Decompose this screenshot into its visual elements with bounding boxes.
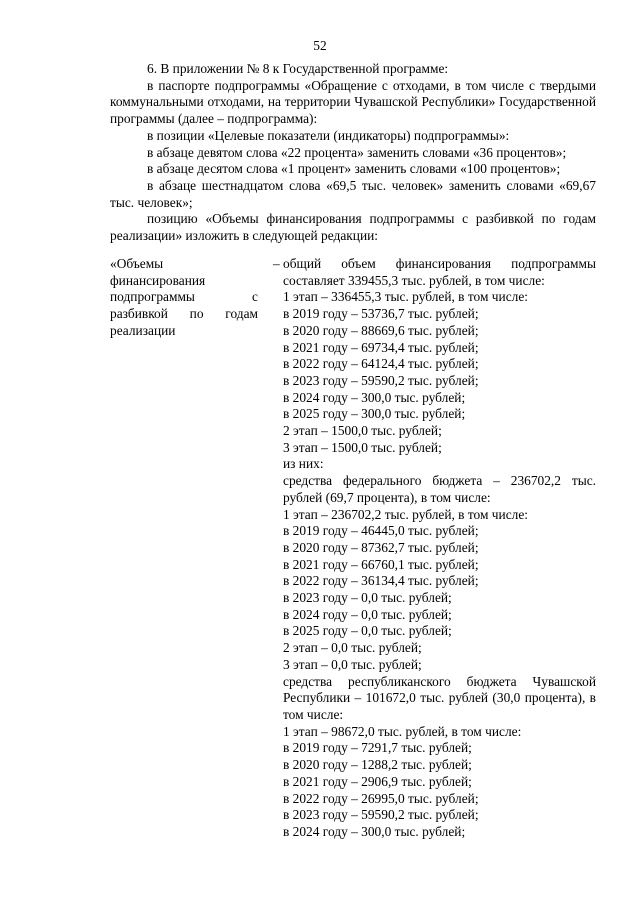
page-number: 52 [313,38,327,53]
document-body [110,61,596,245]
financing-line: в 2022 году – 26995,0 тыс. рублей; [283,790,479,806]
financing-label: «Объемы финансирования подпрограммы с разбивкой по годам реализации [110,256,258,338]
financing-line: в 2020 году – 87362,7 тыс. рублей; [283,539,479,555]
financing-values-cell [283,256,596,841]
paragraph-passport: в паспорте подпрограммы «Обращение с отходами, в том числе с твердыми коммунальными отходами, на территории Чувашской Республики» Государственной программы (далее – подпрограмма): [110,77,596,127]
financing-line: из них: [283,456,324,472]
financing-line: в 2019 году – 46445,0 тыс. рублей; [283,523,479,539]
label-dash: – [273,256,280,271]
paragraph-tenth-abzac: в абзаце десятом слова «1 процент» заменить словами «100 процентов»; [147,161,561,177]
financing-line: в 2020 году – 1288,2 тыс. рублей; [283,757,472,773]
financing-line: в 2021 году – 66760,1 тыс. рублей; [283,556,479,572]
financing-line: в 2025 году – 0,0 тыс. рублей; [283,623,452,639]
paragraph-item-1: 6. В приложении № 8 к Государственной программе: [147,61,449,76]
financing-line: в 2019 году – 7291,7 тыс. рублей; [283,740,472,756]
financing-line: 1 этап – 98672,0 тыс. рублей, в том числе: [283,723,522,739]
financing-line: в 2023 году – 0,0 тыс. рублей; [283,590,452,606]
financing-line: в 2024 году – 0,0 тыс. рублей; [283,606,452,622]
financing-line: в 2021 году – 69734,4 тыс. рублей; [283,339,479,355]
financing-line: в 2019 году – 53736,7 тыс. рублей; [283,306,479,322]
financing-line: в 2025 году – 300,0 тыс. рублей; [283,406,466,422]
financing-line: в 2024 году – 300,0 тыс. рублей; [283,823,466,839]
financing-line: в 2024 году – 300,0 тыс. рублей; [283,389,466,405]
financing-line: 1 этап – 236702,2 тыс. рублей, в том числе: [283,506,528,522]
financing-line: в 2020 году – 88669,6 тыс. рублей; [283,322,479,338]
financing-line: 1 этап – 336455,3 тыс. рублей, в том числе: [283,289,528,305]
financing-total-line: общий объем финансирования подпрограммы составляет 339455,3 тыс. рублей, в том числе: [283,256,596,288]
financing-line: в 2023 году – 59590,2 тыс. рублей; [283,807,479,823]
paragraph-targets-position: в позиции «Целевые показатели (индикаторы) подпрограммы»: [147,127,510,143]
paragraph-ninth-abzac: в абзаце девятом слова «22 процента» заменить словами «36 процентов»; [147,144,567,160]
paragraph-financing-position: позицию «Объемы финансирования подпрограммы с разбивкой по годам реализации» изложить в следующей редакции: [110,211,596,244]
republic-budget-line: средства республиканского бюджета Чувашской Республики – 101672,0 тыс. рублей (30,0 процента), в том числе: [283,673,596,722]
paragraph-sixteenth-abzac: в абзаце шестнадцатом слова «69,5 тыс. человек» заменить словами «69,67 тыс. человек»; [110,177,596,210]
financing-line: в 2022 году – 64124,4 тыс. рублей; [283,356,479,372]
federal-budget-line: средства федерального бюджета – 236702,2 тыс. рублей (69,7 процента), в том числе: [283,473,596,505]
financing-line: в 2023 году – 59590,2 тыс. рублей; [283,372,479,388]
financing-line: в 2022 году – 36134,4 тыс. рублей; [283,573,479,589]
financing-line: 2 этап – 1500,0 тыс. рублей; [283,423,442,439]
financing-line: 3 этап – 0,0 тыс. рублей; [283,656,422,672]
financing-label-cell [110,256,280,340]
financing-line: в 2021 году – 2906,9 тыс. рублей; [283,773,472,789]
financing-line: 3 этап – 1500,0 тыс. рублей; [283,439,442,455]
financing-line: 2 этап – 0,0 тыс. рублей; [283,640,422,656]
